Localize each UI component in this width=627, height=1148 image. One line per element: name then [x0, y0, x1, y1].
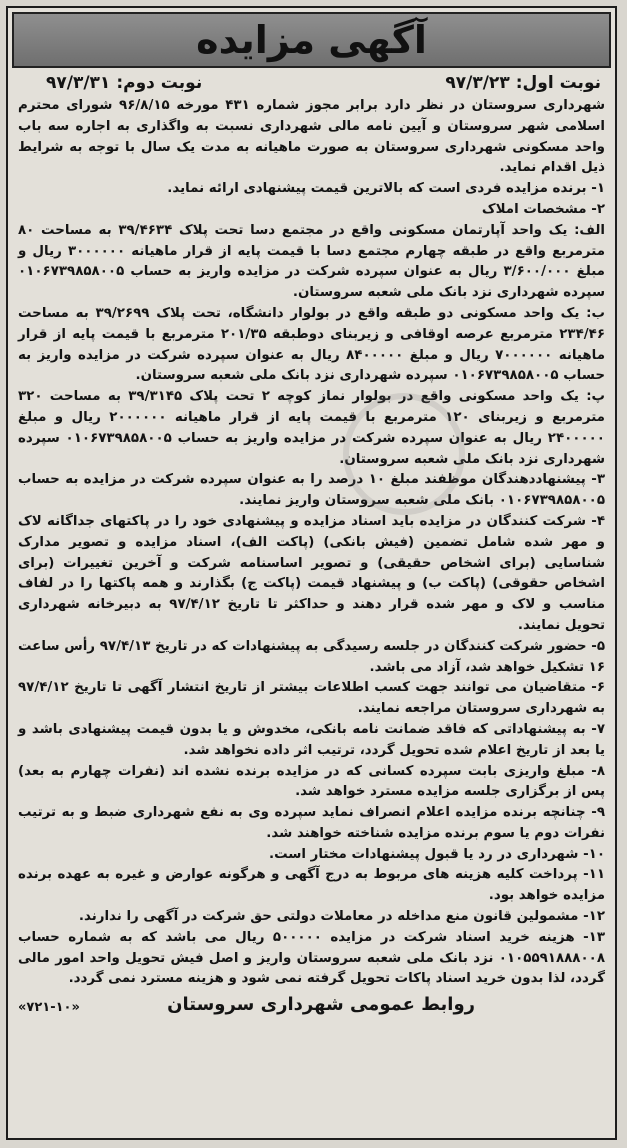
publication-turns [46, 72, 601, 94]
notice-footer [18, 994, 605, 1015]
ad-code: «۷۲۱-۱۰» [18, 1000, 80, 1016]
auction-notice [6, 6, 617, 1140]
clause-4: ۴- شرکت کنندگان در مزایده باید اسناد مزایده و پیشنهادی خود را در پاکتهای جداگانه لاک و مهر شده شامل تضمین (فیش بانکی) (پاکت الف)، اسناد مزایده و تصویر مدارک شناسایی (برای اشخاص حقیقی) و تصویر اساسنامه شرکت و آخرین تغییرات (برای اشخاص حقوقی) (پاکت ب) و پیشنهاد قیمت (پاکت ج) بگذارند و همه پاکتها را در لفاف مناسب و لاک و مهر شده قرار دهند و حداکثر تا تاریخ ۹۷/۴/۱۲ به دبیرخانه شهرداری تحویل نمایند. [18, 513, 605, 633]
clause-11: ۱۱- پرداخت کلیه هزینه های مربوط به درج آگهی و هرگونه عوارض و غیره به عهده برنده مزایده خواهد بود. [18, 867, 605, 904]
second-turn-label: نوبت دوم: [116, 73, 203, 93]
clause-3: ۳- پیشنهاددهندگان موظفند مبلغ ۱۰ درصد را به عنوان سپرده شرکت در مزایده به حساب ۰۱۰۶۷۳۹۸۵۸۰۰۵ بانک ملی شعبه سروستان واریز نمایند. [18, 472, 606, 509]
property-b: ب: یک واحد مسکونی دو طبقه واقع در بولوار دانشگاه، تحت پلاک ۳۹/۲۶۹۹ به مساحت ۲۳۴/۴۶ مترمربع عرصه اوقافی و زیربنای دوطبقه ۲۰۱/۳۵ مترمربع با قیمت پایه از قرار ماهیانه ۷۰۰۰۰۰۰ ریال و مبلغ ۸۴۰۰۰۰۰ ریال به عنوان سپرده شرکت در مزایده واریز به حساب ۰۱۰۶۷۳۹۸۵۸۰۰۵ سپرده شهرداری نزد بانک ملی شعبه سروستان. [18, 305, 605, 384]
clause-9: ۹- چنانچه برنده مزایده اعلام انصراف نماید سپرده وی به نفع شهرداری ضبط و به ترتیب نفرات دوم یا سوم برنده مزایده شناخته خواهند شد. [18, 805, 605, 841]
property-a: الف: یک واحد آپارتمان مسکونی واقع در مجتمع دسا تحت پلاک ۳۹/۴۶۳۴ به مساحت ۸۰ مترمربع واقع در طبقه چهارم مجتمع دسا با قیمت پایه از قرار ماهیانه ۳۰۰۰۰۰۰ ریال و مبلغ ۳/۶۰۰/۰۰۰ ریال به عنوان سپرده شرکت در مزایده واریز به حساب ۰۱۰۶۷۳۹۸۵۸۰۰۵ سپرده شهرداری نزد بانک ملی شعبه سروستان. [18, 222, 605, 301]
clause-6: ۶- متقاضیان می توانند جهت کسب اطلاعات بیشتر از تاریخ انتشار آگهی تا تاریخ ۹۷/۴/۱۲ به شهرداری سروستان مراجعه نمایند. [18, 680, 605, 717]
clause-13: ۱۳- هزینه خرید اسناد شرکت در مزایده ۵۰۰۰۰۰ ریال می باشد که به شماره حساب ۰۱۰۵۵۹۱۸۸۸۰۰۸ نزد بانک ملی شعبه سروستان واریز و اصل فیش تحویل واحد امور مالی گردد، لذا بدون خرید اسناد پاکات تحویل گرفته نمی شود و هزینه مسترد نمی گردد. [18, 929, 605, 987]
second-turn-date: ۹۷/۳/۳۱ [46, 73, 111, 93]
intro-paragraph: شهرداری سروستان در نظر دارد برابر مجوز شماره ۴۳۱ مورخه ۹۶/۸/۱۵ شورای محترم اسلامی شهر سروستان و آیین نامه مالی شهرداری نسبت به واگذاری به اجاره سه باب واحد مسکونی شهرداری سروستان به صورت ماهیانه به مدت یک سال با توجه به شرایط ذیل اقدام نماید. [18, 98, 605, 176]
property-c: پ: یک واحد مسکونی واقع در بولوار نماز کوچه ۲ تحت پلاک ۳۹/۳۱۴۵ به مساحت ۳۲۰ مترمربع و زیربنای ۱۲۰ مترمربع با قیمت پایه از قرار ماهیانه ۲۰۰۰۰۰۰ ریال و مبلغ ۲۴۰۰۰۰۰ ریال به عنوان سپرده شرکت در مزایده واریز به حساب ۰۱۰۶۷۳۹۸۵۸۰۰۵ سپرده شهرداری نزد بانک ملی شعبه سروستان. [18, 389, 606, 467]
clause-2-heading: ۲- مشخصات املاک [481, 201, 605, 217]
clause-1: ۱- برنده مزایده فردی است که بالاترین قیمت پیشنهادی ارائه نماید. [167, 181, 605, 197]
notice-body [18, 96, 605, 990]
notice-title: آگهی مزایده [196, 18, 427, 62]
clause-8: ۸- مبلغ واریزی بابت سپرده کسانی که در مزایده برنده نشده اند (نفرات چهارم به بعد) پس از برگزاری جلسه مزایده مسترد خواهد شد. [18, 763, 605, 800]
first-turn [445, 72, 601, 94]
first-turn-label: نوبت اول: [515, 73, 601, 93]
clause-12: ۱۲- مشمولین قانون منع مداخله در معاملات دولتی حق شرکت در آگهی را ندارند. [78, 909, 605, 925]
second-turn [46, 72, 202, 94]
signature: روابط عمومی شهرداری سروستان [167, 994, 475, 1016]
clause-7: ۷- به پیشنهاداتی که فاقد ضمانت نامه بانکی، مخدوش و یا بدون قیمت پیشنهادی باشد و یا بعد از تاریخ اعلام شده تحویل گردد، ترتیب اثر داده نخواهد شد. [18, 721, 605, 758]
first-turn-date: ۹۷/۳/۲۳ [445, 73, 510, 93]
clause-5: ۵- حضور شرکت کنندگان در جلسه رسیدگی به پیشنهادات که در تاریخ ۹۷/۴/۱۳ رأس ساعت ۱۶ تشکیل خواهد شد، آزاد می باشد. [18, 638, 606, 675]
clause-10: ۱۰- شهرداری در رد یا قبول پیشنهادات مختار است. [269, 846, 605, 862]
title-band [12, 12, 611, 68]
